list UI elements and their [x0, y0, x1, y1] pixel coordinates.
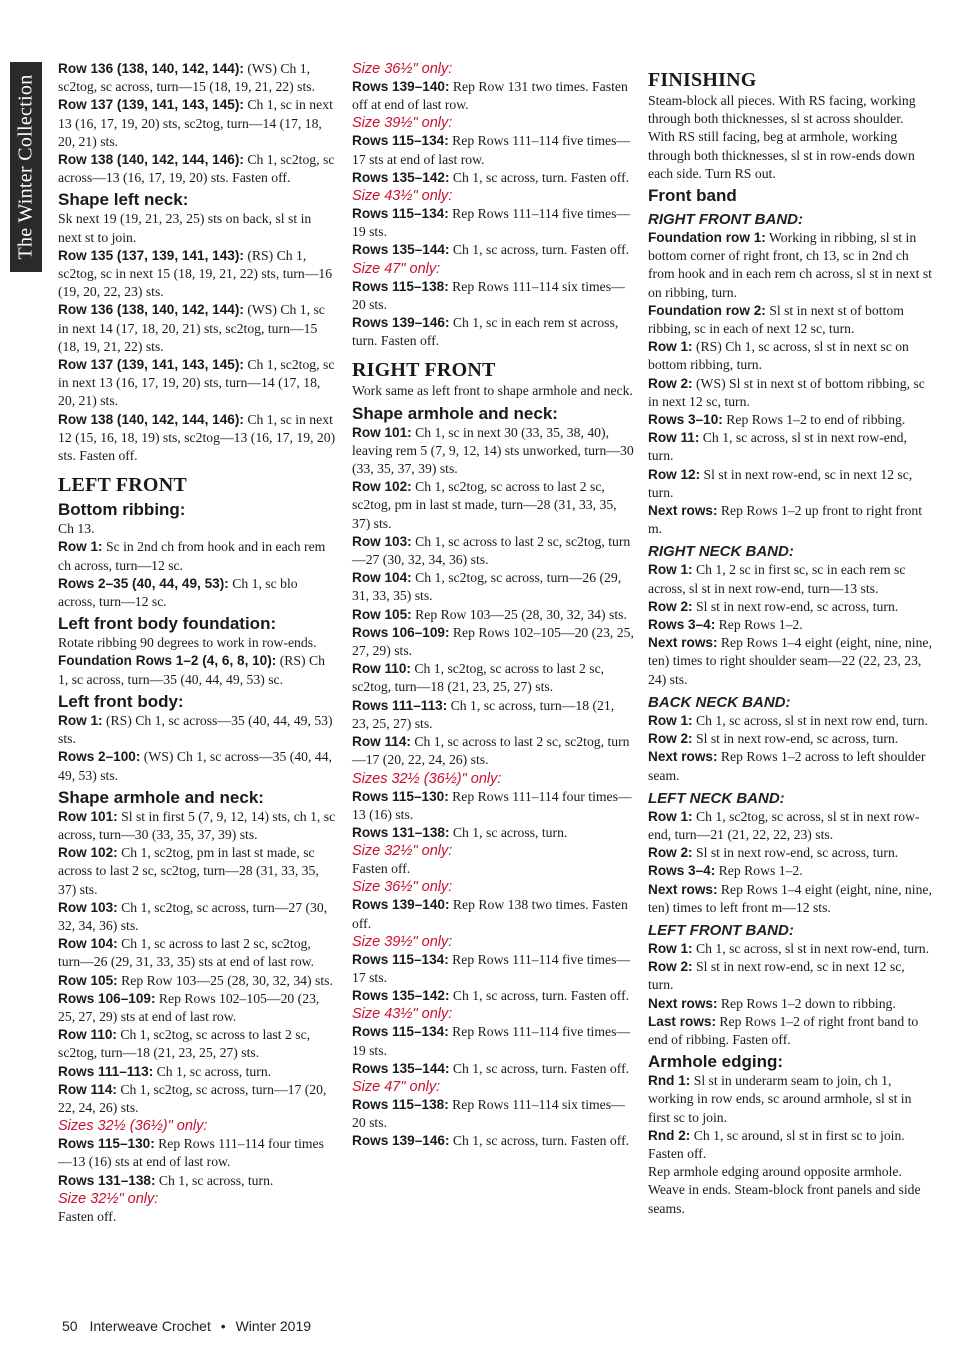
instruction-text: Sl st in underarm seam to join, ch 1, working in row ends, sc around armhole, sl st in first sc to join.: [648, 1073, 912, 1125]
instruction-text: Rep armhole edging around opposite armhole.: [648, 1164, 902, 1180]
section-heading: RIGHT FRONT: [352, 359, 496, 382]
instruction-paragraph: [648, 808, 932, 844]
instruction-text: Rep Row 138 two times. Fasten off.: [352, 897, 628, 931]
instruction-paragraph: [648, 302, 932, 338]
instruction-paragraph: [58, 575, 336, 611]
instruction-text: Sl st in next row-end, sc in next 12 sc, turn.: [648, 466, 913, 500]
row-label: Row 110:: [58, 1027, 117, 1043]
instruction-text: (RS) Ch 1, sc2tog, sc in next 15 (18, 19, 21, 22) sts, turn—16 (19, 20, 22, 23) sts.: [58, 247, 333, 300]
row-label: Rows 115–134:: [352, 206, 449, 222]
instruction-paragraph: [648, 712, 932, 730]
instruction-paragraph: [58, 538, 336, 574]
row-label: Row 104:: [58, 936, 118, 952]
row-label: Row 1:: [648, 940, 693, 956]
row-label: Rows 106–109:: [352, 624, 450, 640]
row-label: Rows 139–140:: [352, 897, 450, 913]
row-label: Row 102:: [352, 479, 412, 495]
band-heading: LEFT NECK BAND:: [648, 789, 785, 807]
instruction-paragraph: [352, 569, 634, 605]
instruction-text: Ch 1, sc2tog, sc across to last 2 sc, sc2tog, pm in last st made, turn—28 (31, 33, 35, 37) sts.: [352, 479, 617, 531]
row-label: Rows 115–138:: [352, 1096, 449, 1112]
row-label: Row 114:: [58, 1081, 117, 1097]
instruction-paragraph: [352, 606, 634, 624]
row-label: Next rows:: [648, 503, 718, 519]
instruction-text: Ch 1, sc blo across, turn—12 sc.: [58, 575, 298, 610]
instruction-text: Ch 1, sc across, sl st in next row-end, turn.: [692, 940, 930, 956]
section-tab-label: The Winter Collection: [14, 74, 37, 260]
row-label: Rows 3–4:: [648, 863, 716, 879]
size-note: Size 43½" only:: [352, 1006, 453, 1023]
row-label: Rows 2–100:: [58, 749, 141, 765]
column-left: [58, 60, 336, 1226]
row-label: Row 2:: [648, 375, 693, 391]
instruction-paragraph: [352, 860, 634, 878]
instruction-text: Rep Rows 1–4 eight (eight, nine, nine, ten) times to left front m—12 sts.: [648, 881, 932, 915]
instruction-text: Rep Rows 1–2 up front to right front m.: [648, 503, 923, 537]
instruction-paragraph: [352, 697, 634, 733]
instruction-text: Ch 1, sc across, turn.: [153, 1063, 272, 1079]
instruction-paragraph: [648, 92, 932, 183]
instruction-text: Ch 1, sc across, sl st in next row end, turn.: [692, 712, 928, 728]
instruction-text: Working in ribbing, sl st in bottom corner of right front, ch 13, sc in 2nd ch from hook and in each rem ch across, sl st in next st on ribbing, turn.: [648, 230, 932, 300]
instruction-paragraph: [58, 356, 336, 411]
instruction-paragraph: [352, 241, 634, 259]
instruction-text: Rep Rows 1–2.: [715, 617, 803, 633]
section-heading: LEFT FRONT: [58, 474, 187, 497]
row-label: Foundation Rows 1–2 (4, 6, 8, 10):: [58, 653, 277, 669]
row-label: Row 136 (138, 140, 142, 144):: [58, 61, 244, 76]
instruction-text: Ch 1, sc in each rem st across, turn. Fasten off.: [352, 315, 619, 349]
instruction-paragraph: [352, 314, 634, 350]
row-label: Row 103:: [58, 899, 118, 915]
instruction-text: Weave in ends. Steam-block front panels and side seams.: [648, 1182, 921, 1216]
instruction-text: Sl st in next row-end, sc across, turn.: [692, 731, 899, 747]
instruction-text: Fasten off.: [58, 1208, 117, 1224]
row-label: Row 101:: [58, 808, 118, 824]
instruction-paragraph: [58, 210, 336, 246]
instruction-text: Rep Rows 111–114 six times—20 sts.: [352, 278, 625, 312]
row-label: Row 1:: [648, 808, 693, 824]
instruction-text: Rep Rows 111–114 five times—17 sts.: [352, 951, 631, 985]
row-label: Rnd 2:: [648, 1127, 691, 1143]
instruction-text: Ch 1, sc in next 12 (15, 16, 18, 19) sts, sc2tog—13 (16, 17, 19, 20) sts. Fasten off.: [58, 411, 336, 464]
instruction-paragraph: [648, 466, 932, 502]
instruction-text: Ch 1, sc in next 13 (16, 17, 19, 20) sts, sc2tog, turn—14 (17, 18, 20, 21) sts.: [58, 97, 333, 149]
row-label: Row 136 (138, 140, 142, 144):: [58, 302, 244, 318]
instruction-text: (WS) Ch 1, sc across—35 (40, 44, 49, 53) sts.: [58, 749, 332, 783]
instruction-paragraph: [58, 411, 336, 466]
row-label: Rows 135–144:: [352, 242, 450, 258]
instruction-paragraph: [648, 1163, 932, 1181]
instruction-paragraph: [58, 972, 336, 990]
instruction-text: Rep Rows 111–114 five times—17 sts at end of last row.: [352, 133, 631, 167]
instruction-paragraph: [648, 411, 932, 429]
instruction-text: Ch 1, sc2tog, sc across, turn—27 (30, 32, 34, 36) sts.: [58, 899, 328, 933]
instruction-paragraph: [648, 748, 932, 784]
row-label: Rows 139–146:: [352, 315, 450, 331]
row-label: Rows 111–113:: [352, 697, 448, 713]
issue-date: Winter 2019: [235, 1318, 312, 1334]
instruction-paragraph: [352, 1060, 634, 1078]
instruction-paragraph: [648, 844, 932, 862]
instruction-paragraph: [648, 730, 932, 748]
size-note: Size 36½" only:: [352, 879, 453, 896]
row-label: Row 2:: [648, 598, 693, 614]
instruction-paragraph: [58, 652, 336, 688]
instruction-text: Ch 1, sc2tog, sc in next 13 (16, 17, 19, 20) sts, turn—14 (17, 18, 20, 21) sts.: [58, 357, 335, 409]
size-note: Size 43½" only:: [352, 188, 453, 205]
instruction-paragraph: [352, 78, 634, 114]
row-label: Rows 3–10:: [648, 412, 723, 428]
column-middle: [352, 60, 634, 1151]
instruction-paragraph: [58, 808, 336, 844]
row-label: Rows 139–140:: [352, 79, 450, 94]
row-label: Next rows:: [648, 635, 718, 651]
row-label: Row 103:: [352, 533, 412, 549]
instruction-paragraph: [352, 424, 634, 479]
instruction-text: Ch 1, sc2tog, sc across, sl st in next row-end, turn—21 (21, 22, 22, 23) sts.: [648, 808, 920, 842]
row-label: Row 1:: [58, 539, 103, 555]
row-label: Rows 115–138:: [352, 278, 449, 294]
instruction-text: Ch 1, 2 sc in first sc, sc in each rem sc across, sl st in next row-end, turn—13 sts.: [648, 562, 906, 596]
instruction-paragraph: [352, 1023, 634, 1059]
row-label: Rows 135–144:: [352, 1060, 450, 1076]
magazine-name: Interweave Crochet: [89, 1318, 211, 1334]
instruction-text: (WS) Sl st in next st of bottom ribbing, sc in next 12 sc, turn.: [648, 375, 925, 409]
instruction-paragraph: [58, 844, 336, 899]
subsection-heading: Front band: [648, 186, 737, 206]
instruction-paragraph: [58, 151, 336, 187]
instruction-text: Ch 1, sc around, sl st in first sc to join. Fasten off.: [648, 1127, 905, 1161]
footer-separator: •: [220, 1318, 226, 1334]
instruction-paragraph: [352, 951, 634, 987]
instruction-text: Sl st in next row-end, sc across, turn.: [692, 598, 899, 614]
size-note: Size 47" only:: [352, 260, 441, 277]
instruction-text: Rep Rows 102–105—20 (23, 25, 27, 29) sts at end of last row.: [58, 990, 320, 1024]
instruction-text: Ch 1, sc2tog, sc across, turn—17 (20, 22, 24, 26) sts.: [58, 1081, 327, 1115]
row-label: Row 110:: [352, 661, 411, 677]
instruction-text: Ch 1, sc2tog, sc across, turn—26 (29, 31, 33, 35) sts.: [352, 570, 622, 604]
instruction-text: Rep Rows 1–4 eight (eight, nine, nine, ten) times to right shoulder seam—22 (22, 23, 23, 24) sts.: [648, 635, 932, 687]
row-label: Row 11:: [648, 430, 700, 446]
instruction-paragraph: [352, 478, 634, 533]
row-label: Next rows:: [648, 749, 718, 765]
row-label: Rows 135–142:: [352, 169, 450, 185]
row-label: Rows 2–35 (40, 44, 49, 53):: [58, 575, 229, 591]
row-label: Rows 115–130:: [58, 1136, 155, 1152]
instruction-text: Rep Row 131 two times. Fasten off at end of last row.: [352, 79, 628, 113]
instruction-paragraph: [648, 502, 932, 538]
row-label: Row 114:: [352, 734, 411, 750]
page-footer: [62, 1318, 311, 1334]
instruction-paragraph: [648, 1072, 932, 1127]
subsection-heading: Bottom ribbing:: [58, 500, 186, 520]
instruction-text: Rep Rows 1–2 down to ribbing.: [717, 995, 896, 1011]
row-label: Row 2:: [648, 731, 693, 747]
band-heading: LEFT FRONT BAND:: [648, 921, 794, 939]
instruction-paragraph: [58, 712, 336, 748]
instruction-paragraph: [58, 899, 336, 935]
instruction-paragraph: [648, 561, 932, 597]
instruction-text: Fasten off.: [352, 861, 411, 877]
instruction-text: Rep Rows 1–2.: [715, 863, 803, 879]
row-label: Row 102:: [58, 845, 118, 861]
instruction-paragraph: [648, 1181, 932, 1217]
row-label: Rows 115–134:: [352, 951, 449, 967]
instruction-text: Rotate ribbing 90 degrees to work in row-ends.: [58, 635, 317, 651]
instruction-text: Steam-block all pieces. With RS facing, working through both thicknesses, sl st across shoulder. With RS still facing, beg at armhole, working through both thicknesses, sl st in row-ends down each side. Turn RS out.: [648, 93, 916, 181]
instruction-text: Ch 1, sc across, turn. Fasten off.: [449, 988, 630, 1004]
instruction-text: (WS) Ch 1, sc2tog, sc across, turn—15 (18, 19, 21, 22) sts.: [58, 61, 315, 95]
instruction-text: Sk next 19 (19, 21, 23, 25) sts on back, sl st in next st to join.: [58, 211, 312, 245]
size-note: Size 47" only:: [352, 1078, 441, 1095]
row-label: Rows 131–138:: [58, 1172, 156, 1188]
row-label: Foundation row 2:: [648, 302, 766, 318]
instruction-paragraph: [58, 935, 336, 971]
row-label: Row 137 (139, 141, 143, 145):: [58, 357, 244, 373]
instruction-paragraph: [352, 788, 634, 824]
section-heading: FINISHING: [648, 69, 757, 91]
instruction-text: Rep Rows 111–114 four times—13 (16) sts.: [352, 788, 632, 822]
instruction-text: Rep Rows 111–114 five times—19 sts.: [352, 1024, 631, 1058]
instruction-text: Rep Rows 1–2 to end of ribbing.: [722, 412, 906, 428]
instruction-paragraph: [58, 96, 336, 151]
instruction-paragraph: [648, 338, 932, 374]
row-label: Foundation row 1:: [648, 230, 766, 246]
subsection-heading: Shape armhole and neck:: [352, 403, 558, 423]
instruction-paragraph: [352, 824, 634, 842]
instruction-text: Ch 1, sc2tog, pm in last st made, sc across to last 2 sc, sc2tog, turn—28 (31, 33, 35, 37) sts.: [58, 845, 319, 897]
subsection-heading: Shape left neck:: [58, 190, 189, 210]
size-note: Size 32½" only:: [58, 1190, 159, 1207]
instruction-text: Ch 1, sc across to last 2 sc, sc2tog, turn—17 (20, 22, 24, 26) sts.: [352, 734, 630, 768]
column-right: [648, 60, 932, 1218]
instruction-paragraph: [58, 247, 336, 302]
row-label: Rows 135–142:: [352, 988, 450, 1004]
instruction-paragraph: [648, 1127, 932, 1163]
row-label: Row 12:: [648, 466, 701, 482]
instruction-text: Sl st in next row-end, sc in next 12 sc, turn.: [648, 959, 905, 993]
row-label: Rows 139–146:: [352, 1133, 450, 1149]
instruction-paragraph: [352, 132, 634, 168]
row-label: Rows 3–4:: [648, 617, 716, 633]
instruction-paragraph: [352, 660, 634, 696]
instruction-text: Rep Rows 1–2 across to left shoulder seam.: [648, 749, 926, 783]
instruction-text: Ch 1, sc across, turn. Fasten off.: [449, 1060, 630, 1076]
instruction-text: Work same as left front to shape armhole and neck.: [352, 383, 633, 399]
instruction-text: Ch 1, sc2tog, sc across to last 2 sc, sc2tog, turn—18 (21, 23, 25, 27) sts.: [58, 1027, 311, 1061]
instruction-paragraph: [352, 733, 634, 769]
row-label: Rnd 1:: [648, 1073, 691, 1089]
row-label: Row 138 (140, 142, 144, 146):: [58, 411, 244, 427]
instruction-text: Ch 1, sc across to last 2 sc, sc2tog, turn—27 (30, 32, 34, 36) sts.: [352, 533, 631, 568]
row-label: Last rows:: [648, 1013, 716, 1029]
instruction-text: (RS) Ch 1, sc across, sl st in next sc on bottom ribbing, turn.: [648, 339, 909, 373]
instruction-paragraph: [58, 1081, 336, 1117]
row-label: Row 2:: [648, 959, 693, 975]
instruction-paragraph: [648, 881, 932, 917]
row-label: Rows 106–109:: [58, 990, 156, 1006]
instruction-paragraph: [648, 429, 932, 465]
row-label: Row 137 (139, 141, 143, 145):: [58, 97, 244, 113]
band-heading: RIGHT FRONT BAND:: [648, 211, 803, 229]
size-note: Size 36½" only:: [352, 61, 453, 77]
instruction-paragraph: [648, 616, 932, 634]
instruction-paragraph: [58, 1026, 336, 1062]
instruction-text: Sc in 2nd ch from hook and in each rem ch across, turn—12 sc.: [58, 539, 326, 573]
instruction-paragraph: [648, 598, 932, 616]
instruction-paragraph: [352, 896, 634, 932]
row-label: Row 105:: [58, 972, 118, 988]
section-tab: [10, 62, 42, 272]
instruction-text: Sl st in next row-end, sc across, turn.: [692, 845, 899, 861]
instruction-text: Ch 1, sc across to last 2 sc, sc2tog, turn—26 (29, 31, 33, 35) sts at end of last row.: [58, 936, 315, 970]
instruction-paragraph: [58, 60, 336, 96]
row-label: Row 105:: [352, 606, 412, 622]
instruction-paragraph: [648, 229, 932, 302]
subsection-heading: Left front body foundation:: [58, 614, 277, 634]
instruction-paragraph: [58, 1135, 336, 1171]
instruction-text: Rep Row 103—25 (28, 30, 32, 34) sts.: [411, 606, 627, 622]
instruction-paragraph: [58, 1172, 336, 1190]
instruction-text: Ch 1, sc across, turn. Fasten off.: [449, 242, 630, 258]
row-label: Row 2:: [648, 845, 693, 861]
row-label: Row 135 (137, 139, 141, 143):: [58, 247, 244, 263]
row-label: Row 138 (140, 142, 144, 146):: [58, 152, 244, 168]
instruction-paragraph: [58, 990, 336, 1026]
instruction-paragraph: [352, 987, 634, 1005]
size-note: Size 32½" only:: [352, 843, 453, 860]
row-label: Rows 115–134:: [352, 1024, 449, 1040]
instruction-paragraph: [352, 533, 634, 569]
subsection-heading: Left front body:: [58, 691, 184, 711]
size-note: Sizes 32½ (36½)" only:: [352, 770, 502, 787]
row-label: Rows 131–138:: [352, 824, 450, 840]
instruction-text: Rep Rows 111–114 six times—20 sts.: [352, 1096, 625, 1131]
instruction-paragraph: [58, 301, 336, 356]
size-note: Size 39½" only:: [352, 933, 453, 950]
instruction-text: Ch 1, sc across, turn—18 (21, 23, 25, 27) sts.: [352, 697, 615, 731]
instruction-text: Rep Rows 111–114 four times—13 (16) sts at end of last row.: [58, 1136, 324, 1170]
row-label: Next rows:: [648, 995, 718, 1011]
instruction-paragraph: [352, 205, 634, 241]
row-label: Row 1:: [648, 712, 693, 728]
instruction-text: Rep Rows 1–2 of right front band to end of ribbing. Fasten off.: [648, 1013, 919, 1047]
band-heading: RIGHT NECK BAND:: [648, 543, 794, 561]
instruction-text: Ch 1, sc across, turn.: [155, 1172, 274, 1188]
instruction-text: Ch 13.: [58, 521, 95, 537]
row-label: Row 1:: [648, 562, 693, 578]
row-label: Rows 115–130:: [352, 788, 449, 804]
instruction-text: Ch 1, sc across, sl st in next row-end, turn.: [648, 430, 907, 464]
instruction-paragraph: [352, 1096, 634, 1132]
subsection-heading: Armhole edging:: [648, 1052, 784, 1072]
row-label: Rows 115–134:: [352, 133, 449, 149]
instruction-text: (RS) Ch 1, sc across, turn—35 (40, 44, 49, 53) sc.: [58, 653, 325, 687]
instruction-text: Sl st in first 5 (7, 9, 12, 14) sts, ch 1, sc across, turn—30 (33, 35, 37, 39) sts.: [58, 808, 336, 842]
size-note: Size 39½" only:: [352, 115, 453, 132]
size-note: Sizes 32½ (36½)" only:: [58, 1118, 208, 1135]
instruction-paragraph: [648, 995, 932, 1013]
instruction-paragraph: [352, 382, 634, 400]
instruction-text: (RS) Ch 1, sc across—35 (40, 44, 49, 53) sts.: [58, 712, 333, 747]
page-number: 50: [62, 1318, 78, 1334]
instruction-text: Ch 1, sc across, turn. Fasten off.: [449, 1133, 630, 1149]
instruction-paragraph: [648, 940, 932, 958]
row-label: Row 104:: [352, 570, 412, 586]
instruction-paragraph: [352, 169, 634, 187]
instruction-paragraph: [352, 624, 634, 660]
instruction-text: Ch 1, sc2tog, sc across—13 (16, 17, 19, 20) sts. Fasten off.: [58, 152, 335, 186]
instruction-paragraph: [352, 1132, 634, 1150]
instruction-paragraph: [648, 862, 932, 880]
instruction-paragraph: [58, 748, 336, 784]
row-label: Rows 111–113:: [58, 1063, 154, 1079]
instruction-text: Ch 1, sc2tog, sc across to last 2 sc, sc2tog, turn—18 (21, 23, 25, 27) sts.: [352, 661, 605, 695]
instruction-paragraph: [648, 375, 932, 411]
instruction-text: Ch 1, sc across, turn.: [449, 824, 568, 840]
row-label: Row 1:: [648, 339, 693, 355]
instruction-paragraph: [648, 958, 932, 994]
instruction-paragraph: [352, 278, 634, 314]
row-label: Row 1:: [58, 712, 103, 728]
instruction-text: Rep Row 103—25 (28, 30, 32, 34) sts.: [117, 972, 333, 988]
instruction-paragraph: [58, 1208, 336, 1226]
row-label: Next rows:: [648, 881, 718, 897]
instruction-text: Rep Rows 102–105—20 (23, 25, 27, 29) sts.: [352, 624, 634, 659]
instruction-text: Rep Rows 111–114 five times—19 sts.: [352, 206, 631, 240]
row-label: Row 101:: [352, 424, 412, 440]
instruction-paragraph: [648, 634, 932, 689]
band-heading: BACK NECK BAND:: [648, 693, 791, 711]
instruction-paragraph: [58, 1063, 336, 1081]
instruction-paragraph: [648, 1013, 932, 1049]
instruction-paragraph: [58, 634, 336, 652]
instruction-text: (WS) Ch 1, sc in next 14 (17, 18, 20, 21) sts, sc2tog, turn—15 (18, 19, 21, 22) sts.: [58, 302, 325, 354]
subsection-heading: Shape armhole and neck:: [58, 787, 264, 807]
instruction-text: Sl st in next st of bottom ribbing, sc in each of next 12 sc, turn.: [648, 302, 904, 337]
instruction-text: Ch 1, sc across, turn. Fasten off.: [449, 169, 630, 185]
instruction-paragraph: [58, 520, 336, 538]
instruction-text: Ch 1, sc in next 30 (33, 35, 38, 40), leaving rem 5 (7, 9, 12, 14) sts unworked, turn—30 (33, 35, 37, 39) sts.: [352, 424, 634, 477]
